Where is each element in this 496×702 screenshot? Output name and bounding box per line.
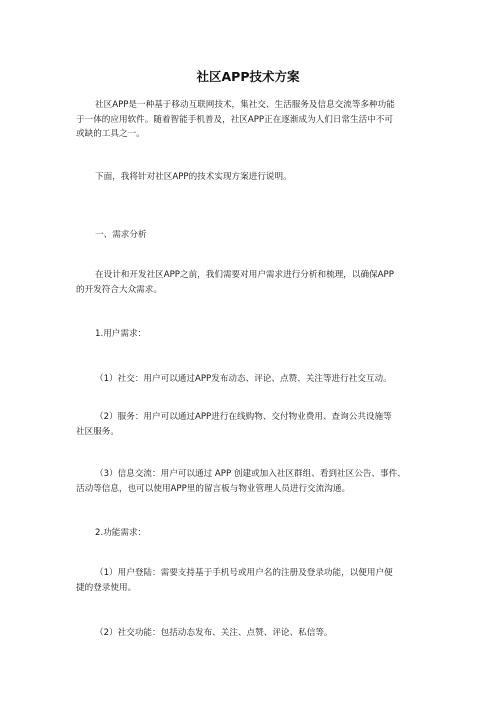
list-item xyxy=(76,467,448,496)
paragraph-line: 的开发符合大众需求。 xyxy=(76,284,162,295)
list-item xyxy=(76,566,448,595)
paragraph-line: 活动等信息，也可以使用APP里的留言板与物业管理人员进行交流沟通。 xyxy=(76,483,351,494)
paragraph-line: 下面，我将针对社区APP的技术实现方案进行说明。 xyxy=(95,172,292,182)
paragraph-line: （1）用户登陆：需要支持基于手机号或用户名的注册及登录功能，以便用户便 xyxy=(95,568,393,578)
paragraph-analysis xyxy=(76,268,448,297)
paragraph-line: 或缺的工具之一。 xyxy=(76,129,145,140)
list-item xyxy=(76,410,448,439)
section-heading xyxy=(76,228,448,243)
paragraph-line: （3）信息交流：用户可以通过 APP 创建或加入社区群组、看到社区公告、事件、 xyxy=(95,469,406,479)
paragraph-line: 于一体的应用软件。随着智能手机普及，社区APP正在逐渐成为人们日常生活中不可 xyxy=(76,114,394,125)
paragraph-line: 1.用户需求： xyxy=(95,329,147,339)
paragraph-line: 社区APP是一种基于移动互联网技术，集社交、生活服务及信息交流等多种功能 xyxy=(95,100,395,110)
paragraph-description xyxy=(76,170,448,185)
document-title: 社区APP技术方案 xyxy=(196,69,300,84)
subsection-heading xyxy=(76,526,448,541)
paragraph-line: （2）社交功能：包括动态发布、关注、点赞、评论、私信等。 xyxy=(95,628,333,638)
paragraph-line: 在设计和开发社区APP之前，我们需要对用户需求进行分析和梳理，以确保APP xyxy=(95,270,394,280)
paragraph-line: 2.功能需求： xyxy=(95,528,147,538)
paragraph-line: 一、需求分析 xyxy=(95,230,147,240)
paragraph-line: （1）社交：用户可以通过APP发布动态、评论、点赞、关注等进行社交互动。 xyxy=(95,374,392,384)
paragraph-line: （2）服务：用户可以通过APP进行在线购物、交付物业费用、查询公共设施等 xyxy=(95,412,392,422)
paragraph-line: 捷的登录使用。 xyxy=(76,582,137,593)
list-item xyxy=(76,626,448,641)
paragraph-line: 社区服务。 xyxy=(76,426,119,437)
list-item xyxy=(76,372,448,387)
subsection-heading xyxy=(76,327,448,342)
paragraph-intro xyxy=(76,98,448,142)
